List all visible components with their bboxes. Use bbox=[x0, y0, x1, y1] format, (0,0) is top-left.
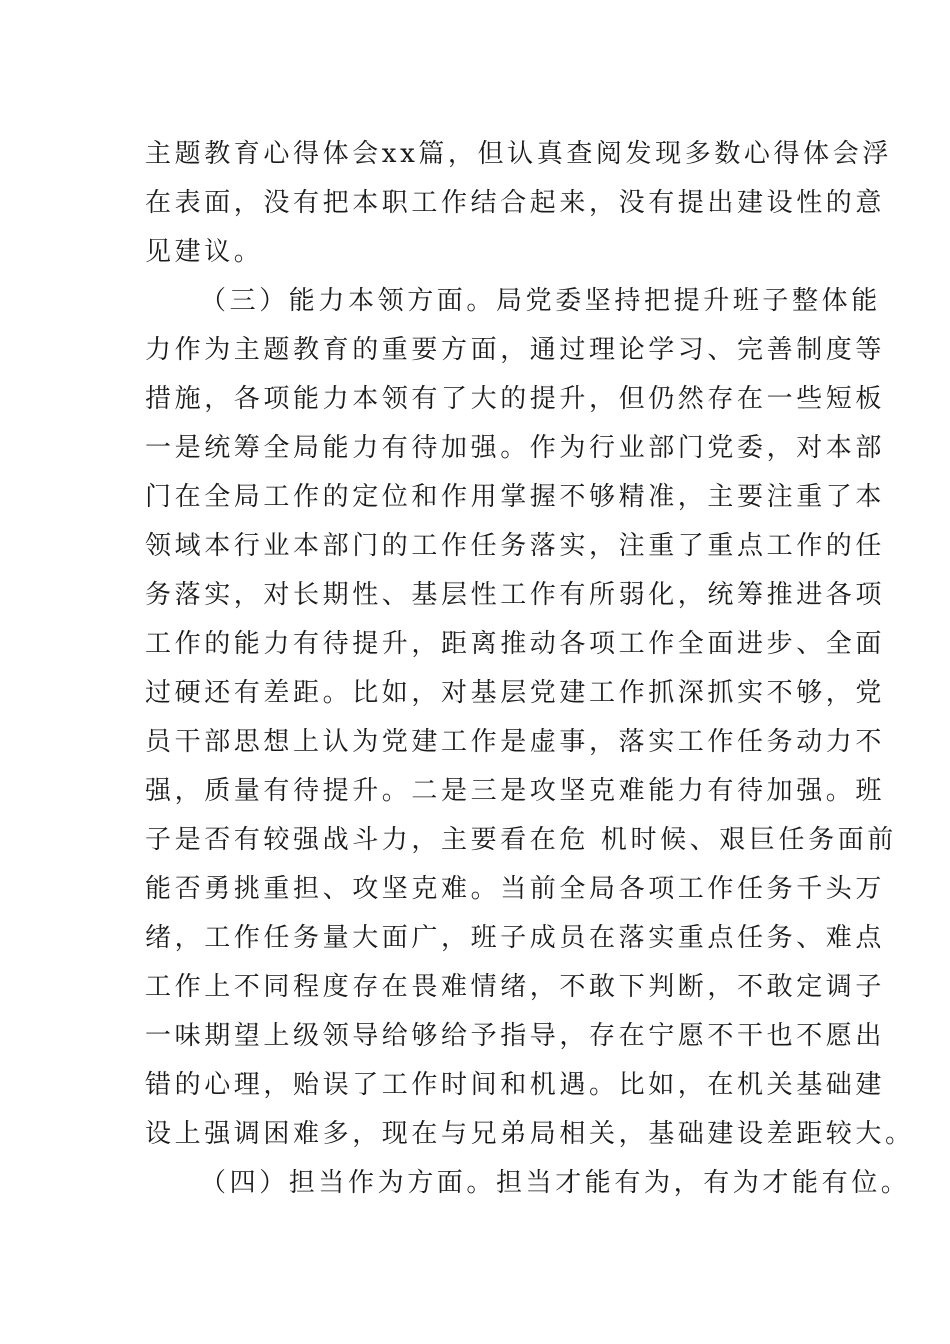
text-line: 子是否有较强战斗力，主要看在危 机时候、艰巨任务面前 bbox=[145, 825, 897, 855]
text-line: 一是统筹全局能力有待加强。作为行业部门党委，对本部 bbox=[145, 433, 886, 463]
text-line: 见建议。 bbox=[145, 237, 264, 267]
text-line: 措施，各项能力本领有了大的提升，但仍然存在一些短板 bbox=[145, 384, 886, 414]
text-line: 务落实，对长期性、基层性工作有所弱化，统筹推进各项 bbox=[145, 580, 886, 610]
text-line: 一味期望上级领导给够给予指导，存在宁愿不干也不愿出 bbox=[145, 1021, 886, 1051]
text-line: 主题教育心得体会xx篇，但认真查阅发现多数心得体会浮 bbox=[145, 139, 892, 169]
text-line: 设上强调困难多，现在与兄弟局相关，基础建设差距较大。 bbox=[145, 1119, 915, 1149]
text-line: 工作上不同程度存在畏难情绪，不敢下判断，不敢定调子 bbox=[145, 972, 886, 1002]
text-line: 力作为主题教育的重要方面，通过理论学习、完善制度等 bbox=[145, 335, 886, 365]
text-line: 能否勇挑重担、攻坚克难。当前全局各项工作任务千头万 bbox=[145, 874, 886, 904]
text-line: 领域本行业本部门的工作任务落实，注重了重点工作的任 bbox=[145, 531, 886, 561]
text-line: 工作的能力有待提升，距离推动各项工作全面进步、全面 bbox=[145, 629, 886, 659]
text-line: 门在全局工作的定位和作用掌握不够精准，主要注重了本 bbox=[145, 482, 886, 512]
text-line: 在表面，没有把本职工作结合起来，没有提出建设性的意 bbox=[145, 188, 886, 218]
section-heading-line: （四）担当作为方面。担当才能有为，有为才能有位。 bbox=[200, 1168, 911, 1198]
text-line: 过硬还有差距。比如，对基层党建工作抓深抓实不够，党 bbox=[145, 678, 886, 708]
text-line: 员干部思想上认为党建工作是虚事，落实工作任务动力不 bbox=[145, 727, 886, 757]
section-heading-line: （三）能力本领方面。局党委坚持把提升班子整体能 bbox=[200, 286, 881, 316]
text-line: 强，质量有待提升。二是三是攻坚克难能力有待加强。班 bbox=[145, 776, 886, 806]
text-line: 绪，工作任务量大面广，班子成员在落实重点任务、难点 bbox=[145, 923, 886, 953]
text-line: 错的心理，贻误了工作时间和机遇。比如，在机关基础建 bbox=[145, 1070, 886, 1100]
